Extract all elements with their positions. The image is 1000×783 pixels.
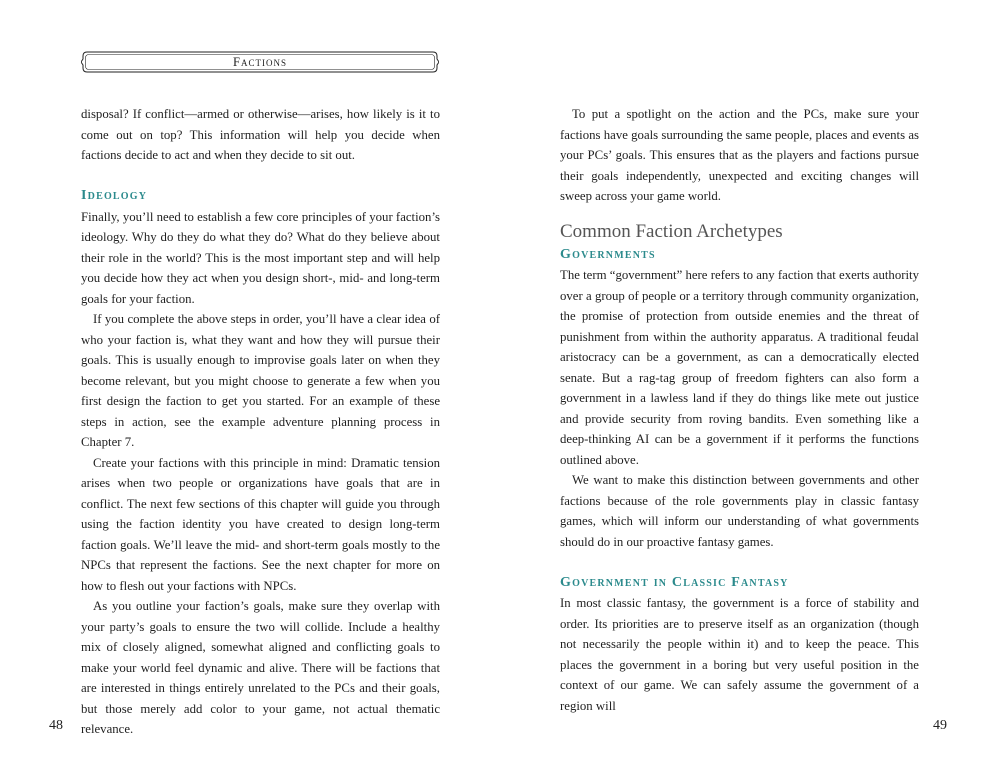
steps-paragraph: If you complete the above steps in order, you’ll have a clear idea of who your faction is, what they want and how they will pursue their goals. This is usually enough to improvise goals later on when they become relevant, but you might choose to generate a few when you first design the faction to get you started. For an example of these steps in action, see the example adventure planning process in Chapter 7.: [81, 312, 440, 449]
page-number-right: 49: [933, 718, 947, 733]
ideology-paragraph: Finally, you’ll need to establish a few core principles of your faction’s ideology. Why do they do what they do? What do they believe about their role in the world? This is the most important step and will help you decide how they act when you design short-, mid- and long-term goals for your faction.: [81, 209, 440, 306]
intro-paragraph: disposal? If conflict—armed or otherwise—arises, how likely is it to come out on top? This information will help you decide when factions decide to act and when they decide to sit out.: [81, 107, 440, 162]
header-title: Factions: [233, 55, 287, 69]
archetypes-heading: Common Faction Archetypes: [560, 220, 783, 242]
governments-heading: Governments: [560, 246, 656, 262]
ideology-heading: Ideology: [81, 188, 148, 203]
outline-goals-paragraph: As you outline your faction’s goals, make sure they overlap with your party’s goals to ensure the two will collide. Include a healthy mix of closely aligned, somewhat aligned and conflicting goals to make your world feel dynamic and alive. There will be factions that are interested in things entirely unrelated to the PCs and their goals, but those merely add color to your game, not actual thematic relevance.: [81, 599, 440, 736]
page-number-left: 48: [49, 718, 63, 733]
classic-fantasy-paragraph: In most classic fantasy, the government is a force of stability and order. Its priorities are to preserve itself as an organization (though not necessarily the people within it) and to keep the peace. This places the government in a boring but very useful position in the context of our game. We can safely assume the government of a region will: [560, 596, 919, 713]
classic-fantasy-heading: Government in Classic Fantasy: [560, 574, 789, 590]
government-paragraph: The term “government” here refers to any faction that exerts authority over a group of people or a territory through community organization, the promise of protection from outside enemies and the threat of punishment from within the authority apparatus. A traditional feudal aristocracy can be a government, as can a democratically elected senate. But a rag-tag group of freedom fighters can also form a government in a lawless land if they do things like mete out justice and provide security from roving bandits. Even something like a deep-thinking AI can be a government if it performs the functions outlined above.: [560, 268, 919, 467]
right-page-column: [560, 104, 919, 716]
running-header: [81, 51, 439, 73]
distinction-paragraph: We want to make this distinction between governments and other factions because of the role governments play in classic fantasy games, which will inform our understanding of what governments should do in our proactive fantasy games.: [560, 473, 919, 549]
left-page-column: [81, 104, 440, 740]
spotlight-paragraph: To put a spotlight on the action and the PCs, make sure your factions have goals surrounding the same people, places and events as your PCs’ goals. This ensures that as the players and factions pursue their goals independently, unexpected and exciting changes will sweep across your game world.: [560, 107, 919, 203]
create-factions-paragraph: Create your factions with this principle in mind: Dramatic tension arises when two people or organizations have goals that are in conflict. The next few sections of this chapter will guide you through using the faction identity you have created to design long-term faction goals. We’ll leave the mid- and short-term goals mostly to the NPCs that represent the factions. See the next chapter for more on how to flesh out your factions with NPCs.: [81, 455, 440, 593]
